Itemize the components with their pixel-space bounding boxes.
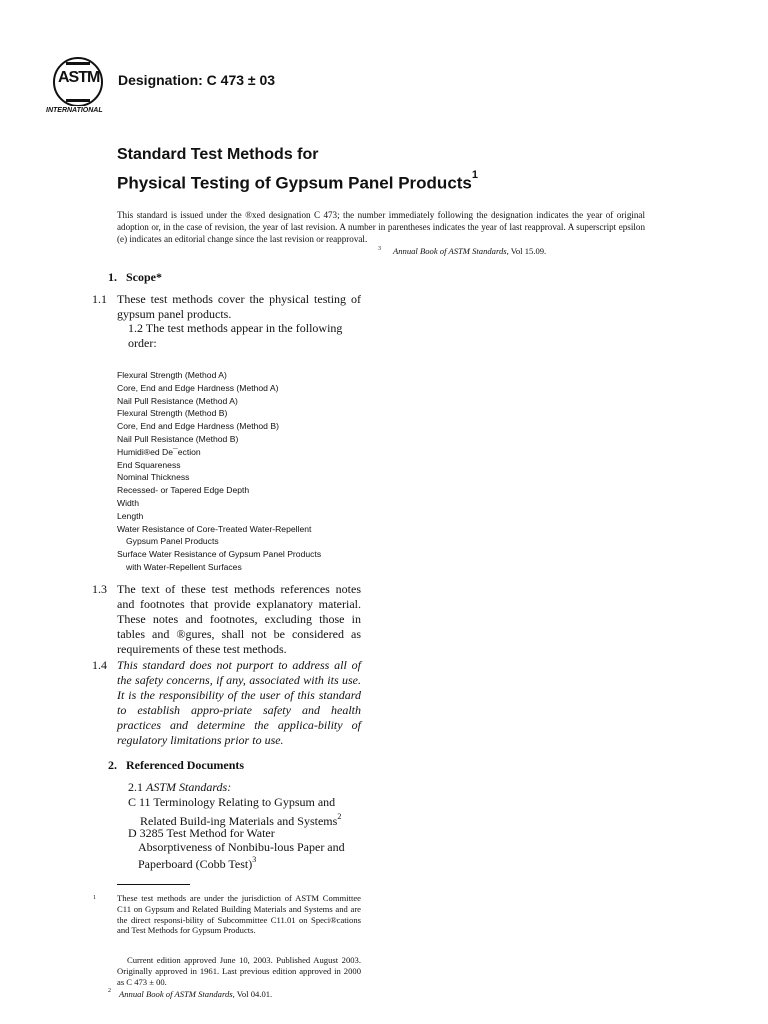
method-item: Core, End and Edge Hardness (Method B) [117,421,279,432]
para-1-4: This standard does not purport to address all of the safety concerns, if any, associated with its use. It is the responsibility of the user of this standard to establish appro-priate safety and health practices and determine the applica-bility of regulatory limitations prior to use. [117,658,361,747]
method-item: Width [117,497,139,508]
method-item: Nail Pull Resistance (Method B) [117,433,239,444]
method-item: Flexural Strength (Method A) [117,370,227,380]
methods-list [117,369,321,574]
method-item: Nominal Thickness [117,472,190,483]
method-item: with Water-Repellent Surfaces [126,561,242,572]
reference-d3285-footnote: 3 [252,855,257,864]
method-item: End Squareness [117,459,181,470]
para-number: 1.1 [92,292,107,306]
reference-d3285-line2: Absorptiveness of Nonbibu-lous Paper and [138,840,345,854]
para-number: 1.4 [92,658,107,672]
footnote-1-number: 1 [93,895,96,901]
logo-subtext: INTERNATIONAL [46,107,103,114]
notice-footnote-number: 3 [378,246,381,252]
para-number: 2.1 [128,780,143,794]
footnote-2 [119,989,272,999]
para-1-2: 1.2 The test methods appear in the following order: [128,321,343,350]
footnote-2-volume: , Vol 04.01. [232,989,273,999]
section-heading-referenced-documents: 2. Referenced Documents [108,758,245,772]
reference-d3285 [128,826,368,871]
method-item: Water Resistance of Core-Treated Water-Repellent [117,523,312,534]
designation: Designation: C 473 ± 03 [118,72,276,88]
logo-text: ASTM [58,69,100,86]
notice-footnote [378,246,546,256]
footnote-2-title: Annual Book of ASTM Standards [119,989,233,999]
method-item: Gypsum Panel Products [126,536,219,547]
method-item: Length [117,510,144,521]
reference-c11-text: Related Build-ing Materials and Systems [140,814,338,828]
footnote-1-edition: Current edition approved June 10, 2003. Published August 2003. Originally approved in 1961. Last previous edition approved in 2000 as C 473 ± 00. [117,955,361,987]
title-text: Physical Testing of Gypsum Panel Products [117,173,472,193]
method-item: Surface Water Resistance of Gypsum Panel Products [117,549,322,560]
astm-logo [44,56,112,118]
method-item: Nail Pull Resistance (Method A) [117,395,238,406]
footnote-divider [117,884,190,885]
para-2-1 [128,780,231,795]
method-item: Core, End and Edge Hardness (Method A) [117,382,279,393]
astm-standards-label: ASTM Standards: [146,780,232,794]
footnote-2-number: 2 [108,988,111,994]
method-item: Flexural Strength (Method B) [117,408,228,419]
title-footnote-mark: 1 [471,169,479,181]
para-number: 1.3 [92,582,107,596]
standard-notice: This standard is issued under the ®xed designation C 473; the number immediately following the designation indicates the year of original adoption or, in the case of revision, the year of last revision. A number in parentheses indicates the year of last reapproval. A superscript epsilon (e) indicates an editorial change since the last revision or reapproval. [117,210,645,244]
reference-d3285-text: Paperboard (Cobb Test) [138,857,253,871]
notice-footnote-title: Annual Book of ASTM Standards [393,246,507,256]
footnote-1: These test methods are under the jurisdiction of ASTM Committee C11 on Gypsum and Related Building Materials and Systems and are the direct responsi-bility of Subcommittee C11.01 on Speci®cations and Test Methods for Gypsum Products. [117,893,361,936]
reference-c11-line1: C 11 Terminology Relating to Gypsum and [128,795,336,809]
reference-c11 [128,795,368,829]
para-1-3: The text of these test methods references notes and footnotes that provide explanatory material. These notes and footnotes, excluding those in tables and ®gures, shall not be considered as requirements of these test methods. [117,582,361,656]
reference-d3285-line3 [128,854,368,871]
title-line-1: Standard Test Methods for [117,146,319,163]
method-item: Recessed- or Tapered Edge Depth [117,485,250,496]
reference-c11-footnote: 2 [337,812,342,821]
section-heading-scope: 1. Scope* [108,270,162,284]
title-line-2 [117,169,479,194]
para-1-1: These test methods cover the physical testing of gypsum panel products. [117,292,361,321]
method-item: Humidi®ed De¯ection [117,446,201,457]
notice-footnote-volume: , Vol 15.09. [506,246,547,256]
reference-d3285-line1: D 3285 Test Method for Water [128,826,275,840]
